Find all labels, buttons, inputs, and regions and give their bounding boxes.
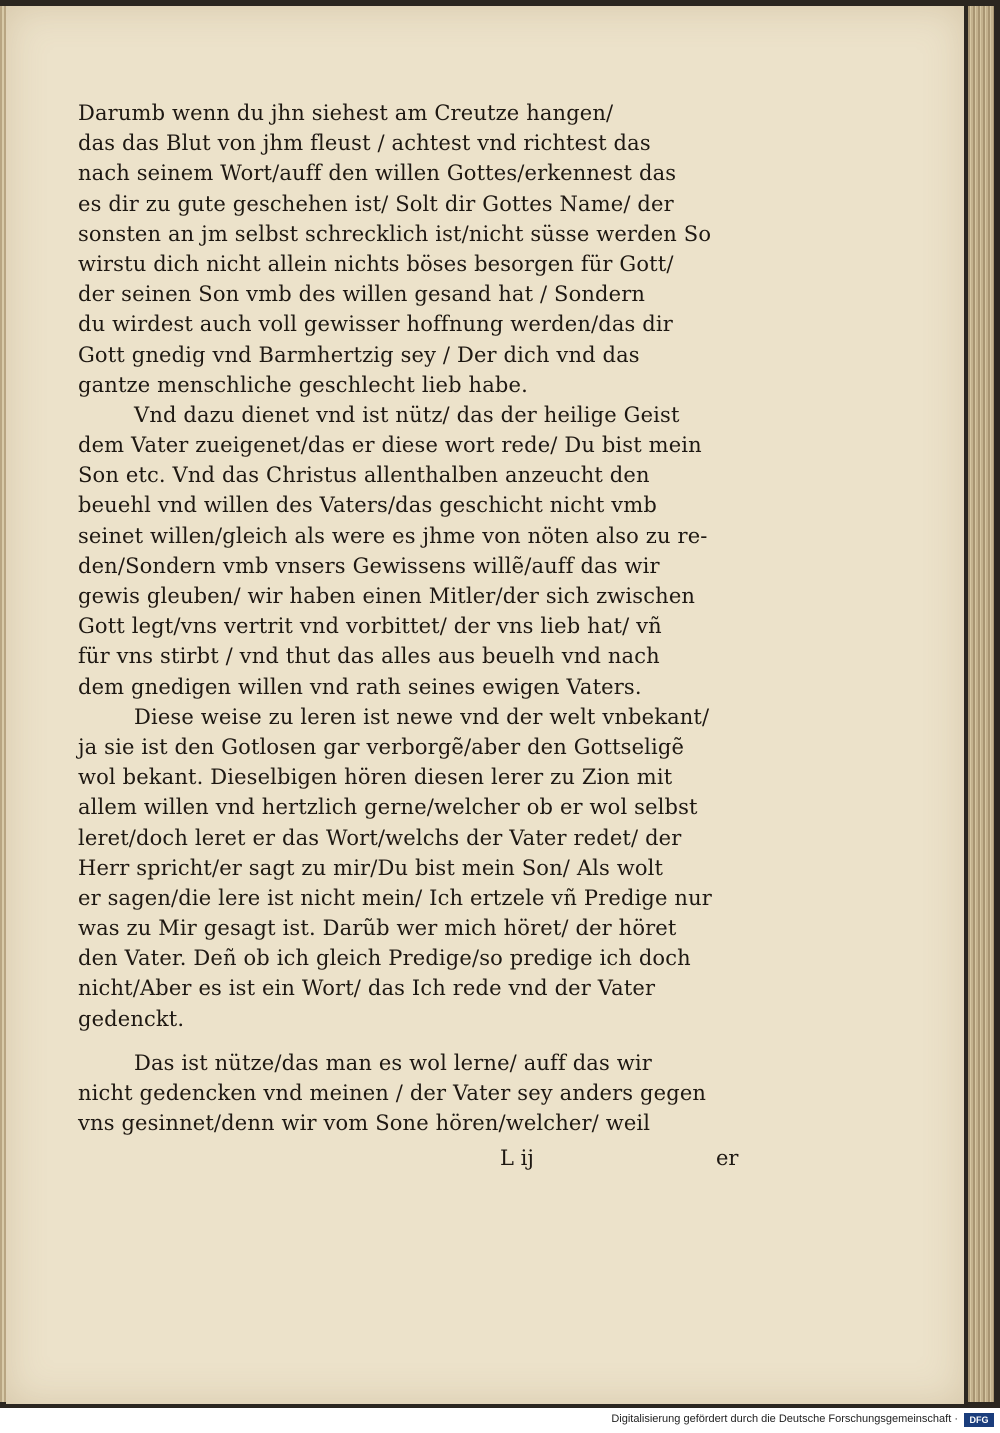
text-line: gewis gleuben/ wir haben einen Mitler/der sich zwischen <box>78 584 696 608</box>
text-line: Darumb wenn du jhn siehest am Creutze hangen/ <box>78 101 614 125</box>
text-line: ja sie ist den Gotlosen gar verborgẽ/aber den Gottseligẽ <box>78 734 685 759</box>
body-text <box>78 98 758 1138</box>
text-line: was zu Mir gesagt ist. Darũb wer mich höret/ der höret <box>78 916 677 941</box>
text-line: sonsten an jm selbst schrecklich ist/nicht süsse werden So <box>78 221 712 246</box>
text-line: leret/doch leret er das Wort/welchs der Vater redet/ der <box>78 825 682 850</box>
text-line: dem Vater zueigenet/das er diese wort rede/ Du bist mein <box>78 433 702 458</box>
text-line: Gott gnedig vnd Barmhertzig sey / Der dich vnd das <box>78 342 640 367</box>
text-line: Herr spricht/er sagt zu mir/Du bist mein Son/ Als wolt <box>78 855 664 880</box>
text-line: wirstu dich nicht allein nichts böses besorgen für Gott/ <box>78 251 674 276</box>
text-line: den Vater. Deñ ob ich gleich Predige/so predige ich doch <box>78 946 691 971</box>
text-line: allem willen vnd hertzlich gerne/welcher ob er wol selbst <box>78 795 698 820</box>
footer-bar <box>0 1408 1000 1433</box>
paragraph-gap <box>78 1034 758 1048</box>
text-line: nicht/Aber es ist ein Wort/ das Ich rede vnd der Vater <box>78 976 656 1001</box>
text-line: vns gesinnet/denn wir vom Sone hören/welcher/ weil <box>78 1111 651 1136</box>
text-line: wol bekant. Dieselbigen hören diesen lerer zu Zion mit <box>78 765 673 790</box>
text-line: gantze menschliche geschlecht lieb habe. <box>78 372 528 397</box>
text-line: Vnd dazu dienet vnd ist nütz/ das der heilige Geist <box>134 402 680 427</box>
text-line: das das Blut von jhm fleust / achtest vnd richtest das <box>78 131 651 156</box>
text-line: du wirdest auch voll gewisser hoffnung werden/das dir <box>78 312 673 337</box>
dfg-logo: DFG <box>964 1413 994 1427</box>
text-line: seinet willen/gleich als were es jhme von nöten also zu re- <box>78 523 708 548</box>
text-line: er sagen/die lere ist nicht mein/ Ich ertzele vñ Predige nur <box>78 885 712 910</box>
funding-notice: Digitalisierung gefördert durch die Deutsche Forschungsgemeinschaft · <box>611 1413 958 1425</box>
book-page <box>6 6 964 1404</box>
text-line: der seinen Son vmb des willen gesand hat / Sondern <box>78 282 646 307</box>
catchword: er <box>716 1146 739 1170</box>
text-line: den/Sondern vmb vnsers Gewissens willẽ/auff das wir <box>78 553 660 578</box>
text-line: gedenckt. <box>78 1006 185 1031</box>
text-line: Son etc. Vnd das Christus allenthalben anzeucht den <box>78 463 650 488</box>
text-line: für vns stirbt / vnd thut das alles aus beuelh vnd nach <box>78 644 660 669</box>
page-edge-right <box>968 6 994 1402</box>
text-line: Gott legt/vns vertrit vnd vorbittet/ der vns lieb hat/ vñ <box>78 614 662 639</box>
text-line: Diese weise zu leren ist newe vnd der welt vnbekant/ <box>134 704 710 729</box>
text-line: Das ist nütze/das man es wol lerne/ auff das wir <box>134 1050 652 1075</box>
text-line: dem gnedigen willen vnd rath seines ewigen Vaters. <box>78 674 642 699</box>
text-line: nach seinem Wort/auff den willen Gottes/erkennest das <box>78 161 677 186</box>
text-line: nicht gedencken vnd meinen / der Vater sey anders gegen <box>78 1081 707 1105</box>
text-line: es dir zu gute geschehen ist/ Solt dir Gottes Name/ der <box>78 191 674 216</box>
signature-mark: L ij <box>500 1146 534 1170</box>
text-line: beuehl vnd willen des Vaters/das geschicht nicht vmb <box>78 493 657 518</box>
